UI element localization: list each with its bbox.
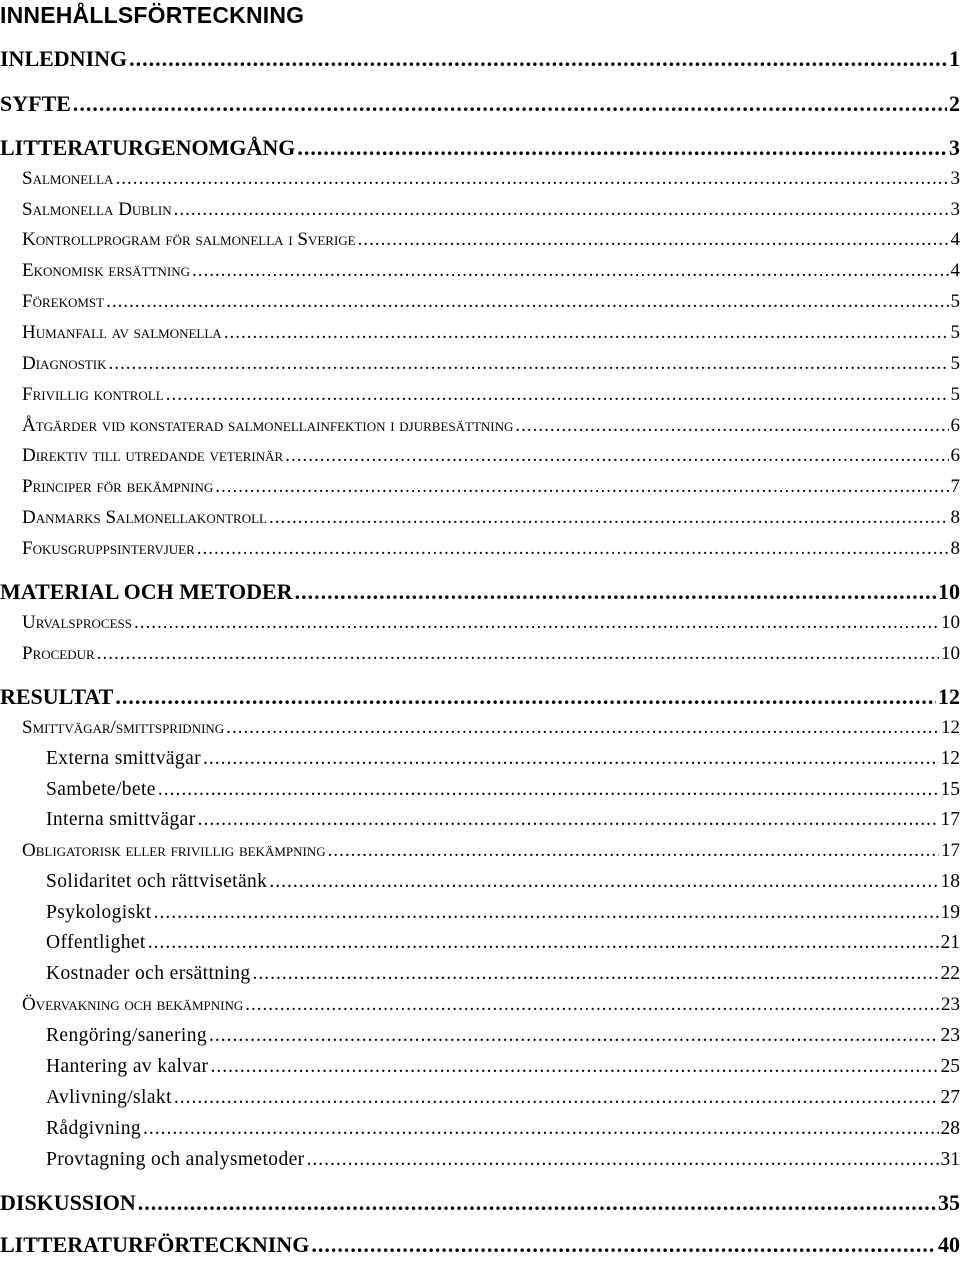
toc-entry[interactable] xyxy=(22,504,960,532)
dot-leader xyxy=(307,1146,939,1174)
toc-entry-page-number: 27 xyxy=(941,1084,960,1112)
dot-leader xyxy=(203,745,938,773)
toc-entry-label: Obligatorisk eller frivillig bekämpning xyxy=(22,837,326,865)
toc-entry-page-number: 21 xyxy=(941,929,960,957)
dot-leader xyxy=(224,319,949,347)
toc-entry-page-number: 5 xyxy=(951,288,960,316)
toc-entry[interactable] xyxy=(22,257,960,285)
toc-entry[interactable] xyxy=(46,868,960,896)
toc-entry-label: Procedur xyxy=(22,640,95,668)
toc-entry[interactable] xyxy=(46,806,960,834)
toc-entry[interactable] xyxy=(0,1229,960,1261)
toc-entry[interactable] xyxy=(22,991,960,1019)
toc-entry-page-number: 8 xyxy=(951,504,960,532)
dot-leader xyxy=(158,776,939,804)
toc-entry-page-number: 19 xyxy=(941,899,960,927)
toc-entry-label: MATERIAL OCH METODER xyxy=(0,576,293,608)
toc-entry-label: Salmonella Dublin xyxy=(22,196,172,224)
toc-entry-page-number: 22 xyxy=(941,960,960,988)
toc-entry[interactable] xyxy=(22,837,960,865)
dot-leader xyxy=(174,1084,939,1112)
toc-entry[interactable] xyxy=(22,196,960,224)
toc-entry[interactable] xyxy=(22,535,960,563)
dot-leader xyxy=(245,991,939,1019)
toc-entry-label: Förekomst xyxy=(22,288,104,316)
toc-entry-label: Salmonella xyxy=(22,165,113,193)
toc-entry-page-number: 17 xyxy=(941,837,960,865)
toc-entry-label: Åtgärder vid konstaterad salmonellainfektion i djurbesättning xyxy=(22,412,513,440)
dot-leader xyxy=(109,350,949,378)
toc-entry-label: RESULTAT xyxy=(0,681,113,713)
toc-entry-page-number: 40 xyxy=(938,1229,960,1261)
toc-entry-label: Kostnader och ersättning xyxy=(46,960,251,988)
toc-entry-label: DISKUSSION xyxy=(0,1187,136,1219)
toc-entry[interactable] xyxy=(22,165,960,193)
toc-entry-label: Externa smittvägar xyxy=(46,745,201,773)
toc-entry-page-number: 7 xyxy=(951,473,960,501)
toc-entry[interactable] xyxy=(22,412,960,440)
toc-entry-page-number: 5 xyxy=(951,319,960,347)
toc-entry-label: Avlivning/slakt xyxy=(46,1084,172,1112)
dot-leader xyxy=(97,640,939,668)
toc-entry[interactable] xyxy=(0,88,960,120)
toc-entry-label: LITTERATURGENOMGÅNG xyxy=(0,132,295,164)
dot-leader xyxy=(148,929,939,957)
toc-entry[interactable] xyxy=(46,1022,960,1050)
toc-entry-label: Danmarks Salmonellakontroll xyxy=(22,504,267,532)
toc-entry[interactable] xyxy=(22,350,960,378)
toc-entry[interactable] xyxy=(22,288,960,316)
dot-leader xyxy=(197,535,949,563)
toc-entry[interactable] xyxy=(22,473,960,501)
toc-entry-page-number: 2 xyxy=(949,88,960,120)
toc-entry-label: Diagnostik xyxy=(22,350,107,378)
toc-entry[interactable] xyxy=(22,319,960,347)
dot-leader xyxy=(226,714,939,742)
dot-leader xyxy=(209,1022,938,1050)
toc-entry[interactable] xyxy=(0,576,960,608)
toc-entry-label: LITTERATURFÖRTECKNING xyxy=(0,1229,309,1261)
toc-entry-page-number: 18 xyxy=(941,868,960,896)
toc-entry-page-number: 35 xyxy=(938,1187,960,1219)
toc-entry-page-number: 3 xyxy=(951,165,960,193)
toc-entry-label: Sambete/bete xyxy=(46,776,156,804)
toc-entry[interactable] xyxy=(0,681,960,713)
toc-entry-page-number: 4 xyxy=(951,257,960,285)
dot-leader xyxy=(328,837,939,865)
dot-leader xyxy=(269,504,949,532)
toc-entry-page-number: 6 xyxy=(951,442,960,470)
toc-entry-page-number: 23 xyxy=(941,1022,960,1050)
toc-entry-page-number: 23 xyxy=(941,991,960,1019)
toc-entry-label: Övervakning och bekämpning xyxy=(22,991,243,1019)
dot-leader xyxy=(297,132,947,164)
dot-leader xyxy=(269,868,938,896)
toc-entry[interactable] xyxy=(46,1115,960,1143)
dot-leader xyxy=(143,1115,939,1143)
toc-entry[interactable] xyxy=(46,960,960,988)
dot-leader xyxy=(311,1229,936,1261)
toc-entry-label: SYFTE xyxy=(0,88,71,120)
toc-entry[interactable] xyxy=(22,226,960,254)
dot-leader xyxy=(138,1187,936,1219)
toc-title: INNEHÅLLSFÖRTECKNING xyxy=(0,0,304,30)
toc-entry-label: Humanfall av salmonella xyxy=(22,319,222,347)
toc-entry[interactable] xyxy=(46,899,960,927)
dot-leader xyxy=(515,412,948,440)
toc-entry-page-number: 8 xyxy=(951,535,960,563)
toc-entry-page-number: 12 xyxy=(938,681,960,713)
toc-entry-label: Solidaritet och rättvisetänk xyxy=(46,868,267,896)
toc-entry-label: Urvalsprocess xyxy=(22,609,132,637)
toc-entry-page-number: 5 xyxy=(951,350,960,378)
toc-entry[interactable] xyxy=(0,1187,960,1219)
toc-entry-page-number: 15 xyxy=(941,776,960,804)
toc-entry-page-number: 31 xyxy=(941,1146,960,1174)
dot-leader xyxy=(192,257,948,285)
dot-leader xyxy=(129,43,947,75)
toc-entry-label: Hantering av kalvar xyxy=(46,1053,208,1081)
dot-leader xyxy=(295,576,936,608)
toc-entry[interactable] xyxy=(22,609,960,637)
dot-leader xyxy=(106,288,948,316)
dot-leader xyxy=(210,1053,938,1081)
toc-entry-label: Offentlighet xyxy=(46,929,146,957)
toc-entry[interactable] xyxy=(46,929,960,957)
dot-leader xyxy=(198,806,939,834)
toc-entry-label: Frivillig kontroll xyxy=(22,381,164,409)
toc-entry-label: Ekonomisk ersättning xyxy=(22,257,190,285)
toc-entry-page-number: 10 xyxy=(941,609,960,637)
dot-leader xyxy=(285,442,948,470)
toc-entry-label: Provtagning och analysmetoder xyxy=(46,1146,305,1174)
dot-leader xyxy=(253,960,939,988)
toc-entry[interactable] xyxy=(46,1146,960,1174)
toc-entry[interactable] xyxy=(0,132,960,164)
toc-entry[interactable] xyxy=(22,714,960,742)
toc-entry-label: Fokusgruppsintervjuer xyxy=(22,535,195,563)
toc-entry-label: Rengöring/sanering xyxy=(46,1022,207,1050)
toc-entry-page-number: 6 xyxy=(951,412,960,440)
toc-entry-page-number: 28 xyxy=(941,1115,960,1143)
dot-leader xyxy=(115,681,936,713)
toc-entry-page-number: 12 xyxy=(941,745,960,773)
dot-leader xyxy=(358,226,949,254)
toc-entry[interactable] xyxy=(46,776,960,804)
dot-leader xyxy=(73,88,947,120)
toc-entry-page-number: 10 xyxy=(938,576,960,608)
toc-entry-label: Direktiv till utredande veterinär xyxy=(22,442,283,470)
dot-leader xyxy=(166,381,949,409)
toc-entry-label: Kontrollprogram för salmonella i Sverige xyxy=(22,226,356,254)
dot-leader xyxy=(115,165,948,193)
toc-entry-page-number: 3 xyxy=(951,196,960,224)
toc-entry[interactable] xyxy=(46,1053,960,1081)
toc-entry-page-number: 25 xyxy=(941,1053,960,1081)
toc-entry[interactable] xyxy=(22,442,960,470)
toc-entry-label: Principer för bekämpning xyxy=(22,473,213,501)
toc-entry-label: Psykologiskt xyxy=(46,899,152,927)
toc-entry[interactable] xyxy=(22,381,960,409)
toc-entry-label: Smittvägar/smittspridning xyxy=(22,714,224,742)
dot-leader xyxy=(134,609,939,637)
toc-entry[interactable] xyxy=(46,1084,960,1112)
toc-entry-page-number: 1 xyxy=(949,43,960,75)
dot-leader xyxy=(174,196,949,224)
toc-entry[interactable] xyxy=(22,640,960,668)
dot-leader xyxy=(154,899,939,927)
toc-entry[interactable] xyxy=(0,43,960,75)
toc-entry-page-number: 5 xyxy=(951,381,960,409)
toc-entry-page-number: 17 xyxy=(941,806,960,834)
toc-entry-label: Interna smittvägar xyxy=(46,806,196,834)
toc-entry-label: INLEDNING xyxy=(0,43,127,75)
toc-entry-page-number: 4 xyxy=(951,226,960,254)
toc-entry-page-number: 12 xyxy=(941,714,960,742)
toc-entry-page-number: 3 xyxy=(949,132,960,164)
toc-entry[interactable] xyxy=(46,745,960,773)
toc-entry-label: Rådgivning xyxy=(46,1115,141,1143)
toc-entry-page-number: 10 xyxy=(941,640,960,668)
dot-leader xyxy=(215,473,948,501)
